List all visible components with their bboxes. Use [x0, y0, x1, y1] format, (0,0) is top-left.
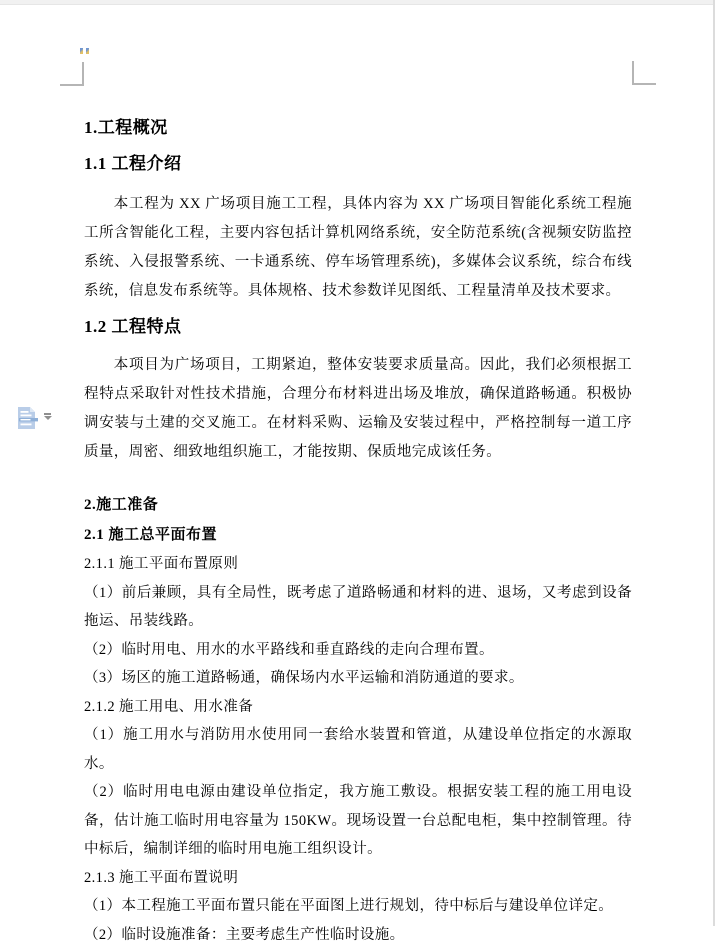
document-page: [84, 0, 632, 949]
list-item: （3）场区的施工道路畅通，确保场内水平运输和消防通道的要求。: [84, 664, 632, 693]
list-item: （2）临时用电电源由建设单位指定，我方施工敷设。根据安装工程的施工用电设备，估计施工临时用电容量为 150KW。现场设置一台总配电柜，集中控制管理。待中标后，编制详细的临时用电施工组织设计。: [84, 778, 632, 864]
document-body: [84, 117, 632, 949]
sub-heading: 2.1.2 施工用电、用水准备: [84, 693, 632, 722]
list-item: （2）临时设施准备：主要考虑生产性临时设施。: [84, 921, 632, 949]
paragraph: 本工程为 XX 广场项目施工工程，具体内容为 XX 广场项目智能化系统工程施工所含智能化工程，主要内容包括计算机网络系统，安全防范系统(含视频安防监控系统、入侵报警系统、一卡通系统、停车场管理系统)，多媒体会议系统，综合布线系统，信息发布系统等。具体规格、技术参数详见图纸、工程量清单及技术要求。: [84, 190, 632, 306]
document-icon: [16, 406, 38, 431]
list-item: （1）前后兼顾，具有全局性，既考虑了道路畅通和材料的进、退场，又考虑到设备拖运、吊装线路。: [84, 579, 632, 636]
sub-heading: 2.1.3 施工平面布置说明: [84, 864, 632, 893]
paste-options-button[interactable]: [16, 406, 52, 431]
text-boundary-mark-top-left: [60, 62, 84, 86]
dropdown-arrow-icon[interactable]: [43, 413, 52, 420]
heading: 2.施工准备: [84, 490, 632, 520]
list-item: （1）本工程施工平面布置只能在平面图上进行规划，待中标后与建设单位详定。: [84, 892, 632, 921]
heading: 1.工程概况: [84, 117, 632, 139]
sub-heading: 2.1.1 施工平面布置原则: [84, 550, 632, 579]
list-item: （2）临时用电、用水的水平路线和垂直路线的走向合理布置。: [84, 636, 632, 665]
text-boundary-mark-top-right: [632, 61, 656, 85]
heading: 1.1 工程介绍: [84, 153, 632, 175]
paragraph: 本项目为广场项目，工期紧迫，整体安装要求质量高。因此，我们必须根据工程特点采取针对性技术措施，合理分布材料进出场及堆放，确保道路畅通。积极协调安装与土建的交叉施工。在材料采购、运输及安装过程中，严格控制每一道工序质量，周密、细致地组织施工，才能按期、保质地完成该任务。: [84, 351, 632, 467]
list-item: （1）施工用水与消防用水使用同一套给水装置和管道，从建设单位指定的水源取水。: [84, 721, 632, 778]
heading: 1.2 工程特点: [84, 316, 632, 338]
heading: 2.1 施工总平面布置: [84, 520, 632, 550]
